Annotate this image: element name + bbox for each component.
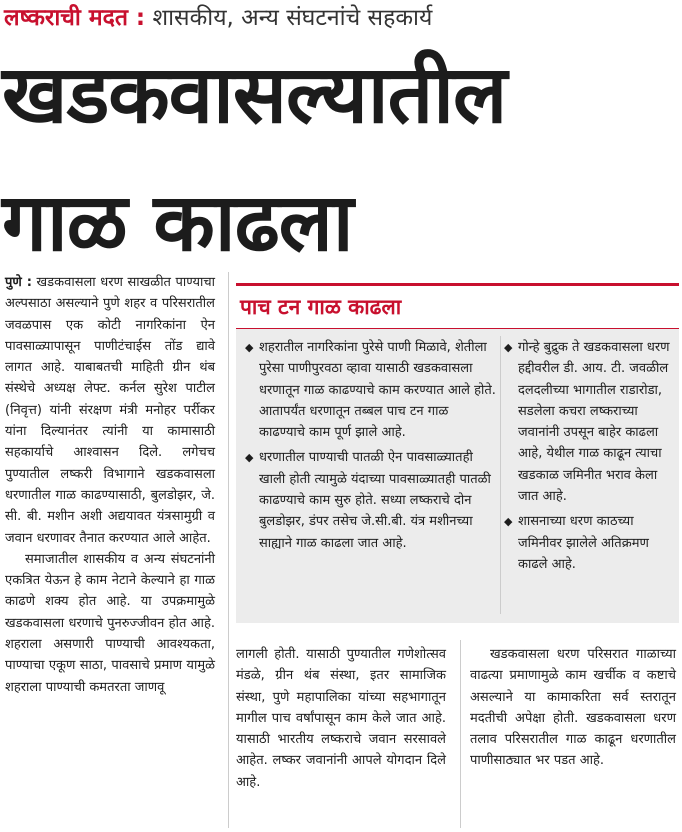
column-3-text: खडकवासला धरण परिसरात गाळाच्या वाढत्या प्रमाणामुळे काम खर्चीक व कष्टाचे असल्याने या कामाकरिता सर्व स्तरातून मदतीची अपेक्षा होती. खडकवासला धरण तलाव परिसरातील गाळ काढून धरणातील पाणीसाठ्यात भर पडत आहे. (470, 647, 676, 769)
box-item (504, 337, 674, 507)
dateline: पुणे : (5, 275, 32, 290)
box-column-left (245, 337, 497, 558)
kicker-label: लष्कराची मदत : (4, 5, 146, 31)
box-item-text: गोन्हे बुद्रुक ते खडकवासला धरण हद्दीवरील डी. आय. टी. जवळील दलदलीच्या भागातील राडारोडा, सडलेला कचरा लष्कराच्या जवानांनी उपसून बाहेर काढला आहे, येथील गाळ काढून त्याचा खडकाळ जमिनीत भराव केला जात आहे. (518, 340, 670, 505)
box-title: पाच टन गाळ काढला (240, 295, 402, 319)
headline-line-1: खडकवासल्यातील (2, 48, 507, 141)
article-column-3 (470, 644, 676, 772)
column-divider-2 (460, 640, 461, 828)
box-item (245, 337, 497, 443)
box-item-text: शासनाच्या धरण काठच्या जमिनीवर झालेले अतिक्रमण काढले आहे. (518, 514, 649, 572)
box-column-right (504, 337, 674, 579)
bullet-diamond-icon: ◆ (245, 451, 254, 465)
article-column-2 (236, 644, 446, 793)
paragraph-1-text: खडकवासला धरण साखळीत पाण्याचा अल्पसाठा असल्याने पुणे शहर व परिसरातील जवळपास एक कोटी नागरिकांना ऐन पावसाळ्यापासून पाणीटंचाईस तोंड द्यावे लागत आहे. याबाबतची माहिती ग्रीन थंब संस्थेचे अध्यक्ष लेफ्ट. कर्नल सुरेश पाटील (निवृत्त) यांनी संरक्षण मंत्री मनोहर पर्रीकर यांना दिल्यानंतर त्यांनी या कामासाठी सहकार्याचे आश्वासन दिले. लगेचच पुण्यातील लष्करी विभागाने खडकवासला धरणातील गाळ काढण्यासाठी, बुलडोझर, जे. सी. बी. मशीन अशी अद्ययावत यंत्रसामुग्री व जवान धरणावर तैनात करण्यात आले आहेत. (5, 275, 215, 546)
article-paragraph-1 (5, 272, 215, 549)
box-item-text: शहरातील नागरिकांना पुरेसे पाणी मिळावे, शेतीला पुरेसा पाणीपुरवठा व्हावा यासाठी खडकवासला धरणातून गाळ काढण्याचे काम करण्यात आले होते. आतापर्यंत धरणातून तब्बल पाच टन गाळ काढण्याचे काम पूर्ण झाले आहे. (259, 340, 496, 441)
article-column-1 (5, 272, 215, 698)
bullet-diamond-icon: ◆ (245, 341, 254, 354)
box-top-rule (236, 283, 679, 286)
headline-line-2: गाळ काढला (2, 176, 353, 269)
column-divider-1 (228, 272, 229, 828)
kicker (4, 2, 432, 34)
article-paragraph-2: समाजातील शासकीय व अन्य संघटनांनी एकत्रित येऊन हे काम नेटाने केल्याने हा गाळ काढणे शक्य होत आहे. या उपक्रमामुळे खडकवासला धरणाचे पुनरुज्जीवन होत आहे. शहराला असणारी पाण्याची आवश्यकता, पाण्याचा एकूण साठा, पावसाचे प्रमाण यामुळे शहराला पाण्याची कमतरता जाणवू (5, 551, 215, 695)
kicker-text: शासकीय, अन्य संघटनांचे सहकार्य (152, 5, 433, 31)
column-2-text: लागली होती. यासाठी पुण्यातील गणेशोत्सव मंडळे, ग्रीन थंब संस्था, इतर सामाजिक संस्था, पुणे महापालिका यांच्या सहभागातून मागील पाच वर्षांपासून काम केले जात आहे. यासाठी भारतीय लष्कराचे जवान सरसावले आहेत. लष्कर जवानांनी आपले योगदान दिले आहे. (236, 647, 446, 790)
box-item (245, 447, 497, 553)
box-item-text: धरणातील पाण्याची पातळी ऐन पावसाळ्यातही खाली होती त्यामुळे यंदाच्या पावसाळ्यातही पातळी काढण्याचे काम सुरु होते. सध्या लष्कराचे दोन बुलडोझर, डंपर तसेच जे.सी.बी. यंत्र मशीनच्या साह्याने गाळ काढला जात आहे. (259, 450, 491, 551)
bullet-diamond-icon: ◆ (504, 515, 513, 529)
bullet-diamond-icon: ◆ (504, 341, 513, 354)
box-divider (500, 336, 501, 614)
box-item (504, 511, 674, 575)
